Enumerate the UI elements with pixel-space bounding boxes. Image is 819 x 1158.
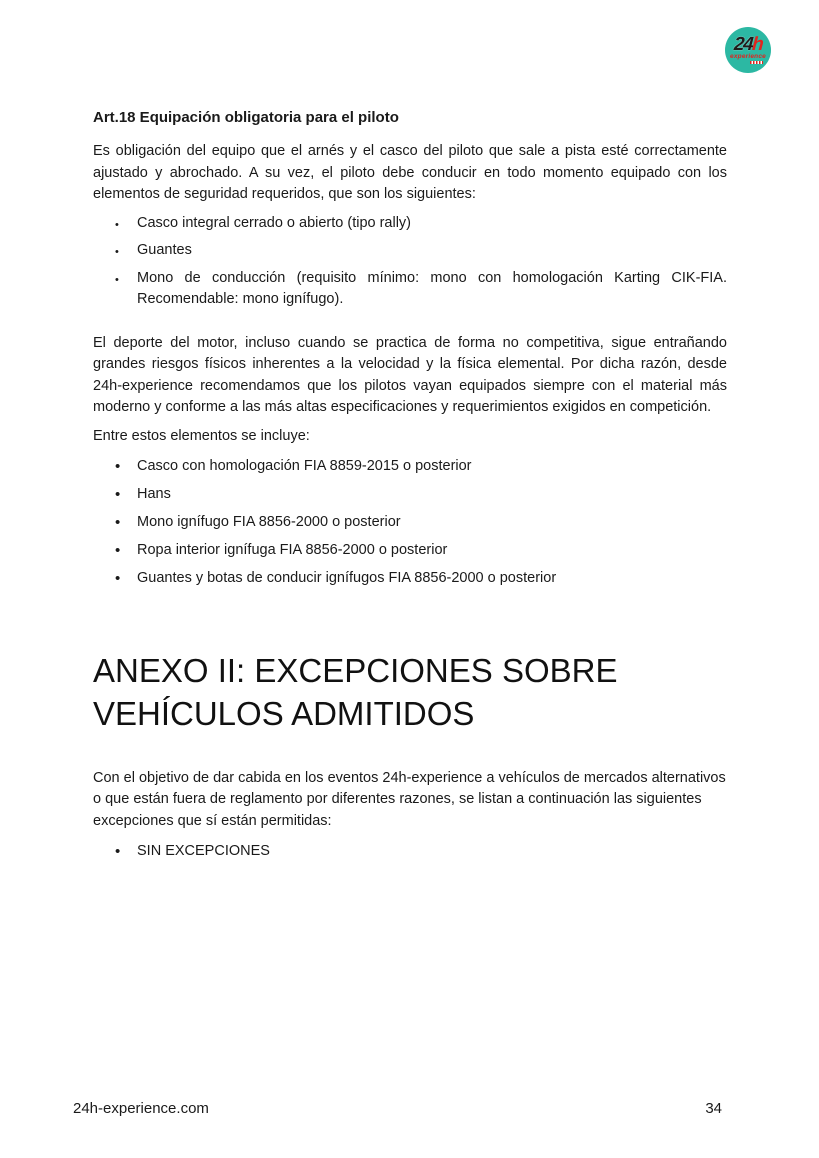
exceptions-list xyxy=(93,841,727,863)
recommended-equipment-list xyxy=(93,456,727,590)
article-intro-paragraph: Es obligación del equipo que el arnés y el casco del piloto que sale a pista esté correctamente ajustado y abrochado. A su vez, el piloto debe conducir en todo momento equipado con los elementos de seguridad requeridos, que son los siguientes: xyxy=(93,143,727,202)
list-item: • SIN EXCEPCIONES xyxy=(93,841,727,863)
required-equipment-list xyxy=(93,213,727,311)
checkered-flag-icon xyxy=(750,61,763,64)
annex-ii-title: ANEXO II: EXCEPCIONES SOBRE VEHÍCULOS ADMITIDOS xyxy=(93,651,618,732)
list-item: • Casco con homologación FIA 8859-2015 o posterior xyxy=(93,456,727,478)
footer-website: 24h-experience.com xyxy=(73,1100,209,1117)
include-intro-line: Entre estos elementos se incluye: xyxy=(93,427,310,444)
footer-page-number: 34 xyxy=(705,1100,722,1117)
logo-number: 24 xyxy=(733,33,753,55)
list-item: • Guantes xyxy=(93,240,727,262)
list-item: • Ropa interior ignífuga FIA 8856-2000 o posterior xyxy=(93,540,727,562)
logo-24h-experience xyxy=(725,27,771,73)
safety-recommendation-paragraph: El deporte del motor, incluso cuando se practica de forma no competitiva, sigue entrañando grandes riesgos físicos inherentes a la velocidad y la física elemental. Por dicha razón, desde 24h-experience recomendamos que los pilotos vayan equipados siempre con el material más moderno y conforme a las más altas especificaciones y requerimientos exigidos en competición. xyxy=(93,334,727,415)
list-item: • Casco integral cerrado o abierto (tipo rally) xyxy=(93,213,727,235)
list-item: • Hans xyxy=(93,484,727,506)
page-footer xyxy=(73,1099,722,1119)
annex-intro-paragraph: Con el objetivo de dar cabida en los eventos 24h-experience a vehículos de mercados alternativos o que están fuera de reglamento por diferentes razones, se listan a continuación las siguientes excepciones que sí están permitidas: xyxy=(93,769,726,829)
article-18-heading: Art.18 Equipación obligatoria para el piloto xyxy=(93,109,399,126)
page-content xyxy=(93,0,727,863)
logo-24h-text xyxy=(733,33,763,55)
list-item: • Mono ignífugo FIA 8856-2000 o posterior xyxy=(93,512,727,534)
logo-letter-h: h xyxy=(751,33,763,55)
list-item: • Mono de conducción (requisito mínimo: mono con homologación Karting CIK-FIA. Recomendable: mono ignífugo). xyxy=(93,268,727,311)
list-item: • Guantes y botas de conducir ignífugos FIA 8856-2000 o posterior xyxy=(93,568,727,590)
logo-word-experience: experience xyxy=(730,52,766,60)
